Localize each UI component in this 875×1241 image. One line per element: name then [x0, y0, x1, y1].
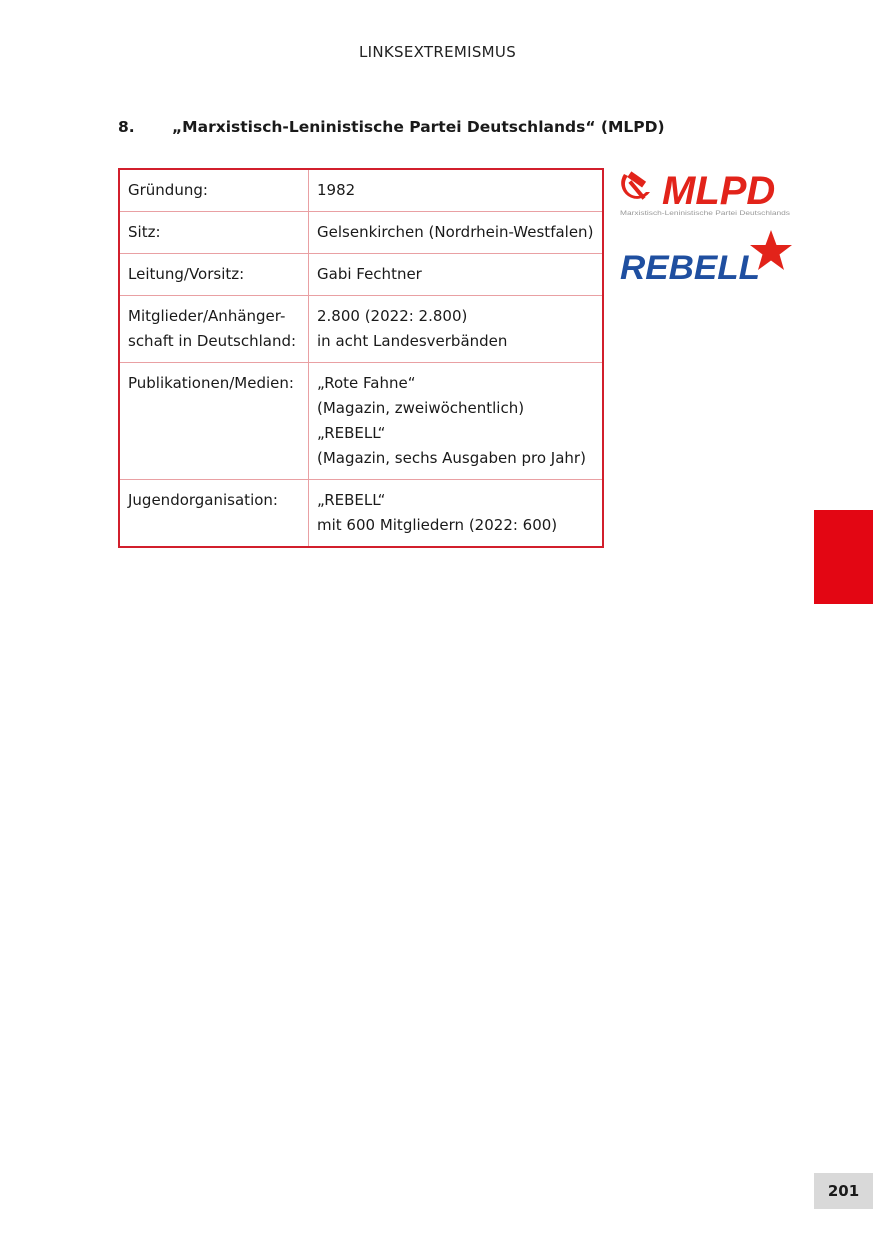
- fact-value-line: Gelsenkirchen (Nordrhein-Westfalen): [317, 223, 594, 241]
- fact-value-line: 2.800 (2022: 2.800): [317, 307, 468, 325]
- fact-label: [119, 169, 309, 212]
- page-number: 201: [814, 1173, 873, 1209]
- chapter-side-tab: [814, 510, 873, 604]
- fact-value-line: 1982: [317, 181, 356, 199]
- fact-label: [119, 254, 309, 296]
- mlpd-logo-subtitle: Marxistisch-Leninistische Partei Deutschlands: [620, 210, 790, 217]
- fact-value-line: Gabi Fechtner: [317, 265, 422, 283]
- running-header: LINKSEXTREMISMUS: [358, 43, 517, 61]
- fact-label: [119, 212, 309, 254]
- fact-value: [309, 254, 604, 296]
- fact-value: [309, 363, 604, 480]
- rebell-logo: [618, 228, 792, 284]
- table-row: [119, 212, 603, 254]
- table-row: [119, 169, 603, 212]
- table-row: [119, 480, 603, 548]
- hammer-sickle-icon: [621, 171, 650, 199]
- fact-value: [309, 480, 604, 548]
- mlpd-logo-text: MLPD: [662, 169, 776, 213]
- fact-label-line: Jugendorganisation:: [128, 491, 278, 509]
- fact-label-line: schaft in Deutschland:: [128, 332, 297, 350]
- fact-label-line: Publikationen/Medien:: [128, 374, 294, 392]
- table-row: [119, 296, 603, 363]
- fact-label: [119, 363, 309, 480]
- fact-table: [118, 168, 604, 548]
- fact-value-line: in acht Landesverbänden: [317, 332, 508, 350]
- fact-value-line: (Magazin, sechs Ausgaben pro Jahr): [317, 449, 586, 467]
- fact-value-line: „Rote Fahne“: [317, 374, 416, 392]
- fact-value-line: mit 600 Mitgliedern (2022: 600): [317, 516, 558, 534]
- fact-label-line: Gründung:: [128, 181, 208, 199]
- fact-value-line: (Magazin, zweiwöchentlich): [317, 399, 525, 417]
- fact-label: [119, 480, 309, 548]
- section-heading: [118, 118, 665, 136]
- rebell-logo-text: REBELL: [620, 249, 760, 284]
- table-row: [119, 363, 603, 480]
- fact-label-line: Leitung/Vorsitz:: [128, 265, 245, 283]
- fact-label: [119, 296, 309, 363]
- section-number: 8.: [118, 118, 135, 136]
- fact-value: [309, 212, 604, 254]
- fact-value-line: „REBELL“: [317, 424, 386, 442]
- mlpd-logo: [618, 166, 792, 218]
- fact-label-line: Mitglieder/Anhänger-: [128, 307, 286, 325]
- table-row: [119, 254, 603, 296]
- fact-value-line: „REBELL“: [317, 491, 386, 509]
- fact-value: [309, 296, 604, 363]
- fact-label-line: Sitz:: [128, 223, 161, 241]
- section-title: „Marxistisch-Leninistische Partei Deutschlands“ (MLPD): [172, 118, 665, 136]
- fact-value: [309, 169, 604, 212]
